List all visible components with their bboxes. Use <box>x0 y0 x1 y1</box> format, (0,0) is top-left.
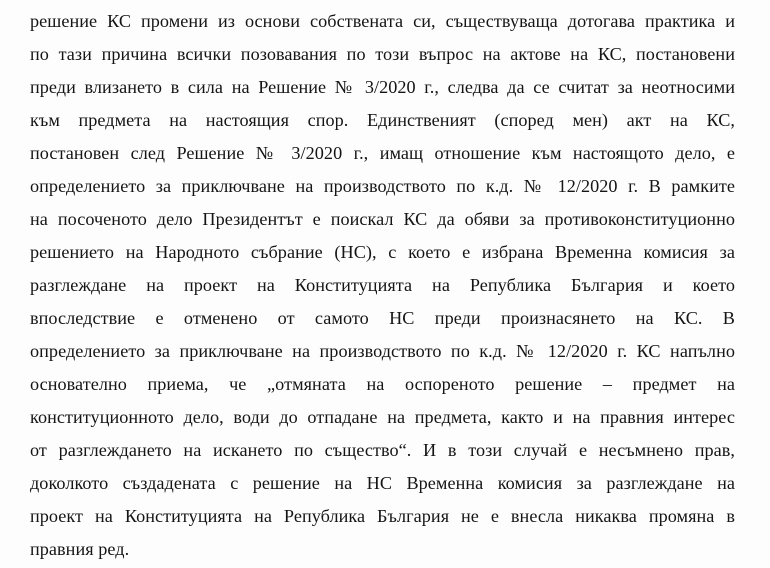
text-line-11: определението за приключване на производството по к.д. № 12/2020 г. КС напълно <box>30 341 735 361</box>
text-line-9: разглеждане на проект на Конституцията на Република България и което <box>30 275 735 295</box>
text-line-1: решение КС промени из основи собствената си, съществуваща дотогава практика и <box>30 11 735 31</box>
text-line-15: доколкото създадената с решение на НС Временна комисия за разглеждане на <box>30 473 735 493</box>
text-line-5: постановен след Решение № 3/2020 г., имащ отношение към настоящото дело, е <box>30 143 735 163</box>
text-line-14: от разглеждането на искането по същество“. И в този случай е несъмнено прав, <box>30 440 735 460</box>
text-line-7: на посоченото дело Президентът е поискал КС да обяви за противоконституционно <box>30 209 735 229</box>
text-line-8: решението на Народното събрание (НС), с което е избрана Временна комисия за <box>30 242 735 262</box>
text-line-6: определението за приключване на производството по к.д. № 12/2020 г. В рамките <box>30 176 735 196</box>
text-line-17: правния ред. <box>30 539 130 559</box>
text-line-4: към предмета на настоящия спор. Единственият (според мен) акт на КС, <box>30 110 735 130</box>
text-line-10: впоследствие е отменено от самото НС преди произнасянето на КС. В <box>30 308 735 328</box>
text-line-16: проект на Конституцията на Република България не е внесла никаква промяна в <box>30 506 735 526</box>
text-line-2: по тази причина всички позовавания по този въпрос на актове на КС, постановени <box>30 44 735 64</box>
text-line-13: конституционното дело, води до отпадане на предмета, както и на правния интерес <box>30 407 735 427</box>
text-line-12: основателно приема, че „отмяната на оспореното решение – предмет на <box>30 374 735 394</box>
text-line-3: преди влизането в сила на Решение № 3/2020 г., следва да се считат за неотносими <box>30 77 735 97</box>
